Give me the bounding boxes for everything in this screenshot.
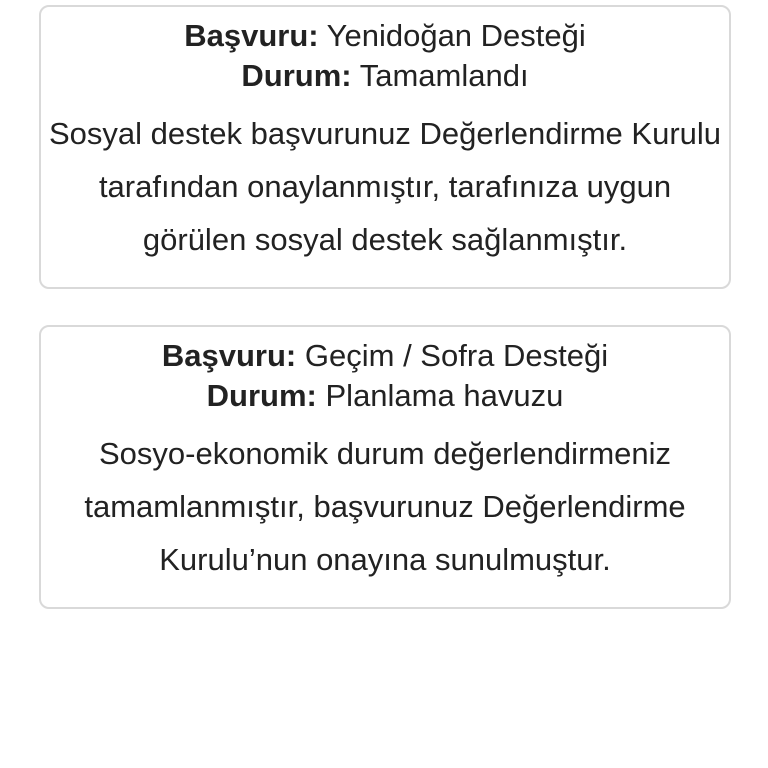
- status-value: Planlama havuzu: [325, 378, 564, 413]
- application-card: [39, 325, 731, 609]
- status-row: [41, 56, 729, 96]
- application-card: [39, 5, 731, 289]
- status-label: Durum:: [241, 58, 352, 93]
- application-value: Geçim / Sofra Desteği: [304, 338, 609, 373]
- status-row: [41, 376, 729, 416]
- status-description: Sosyo-ekonomik durum değerlendirmeniz tamamlanmıştır, başvurunuz Değerlendirme Kurulu’nun onayına sunulmuştur.: [84, 436, 686, 577]
- application-value: Yenidoğan Desteği: [326, 18, 586, 53]
- application-label: Başvuru:: [184, 18, 319, 53]
- application-row: [41, 336, 729, 376]
- application-row: [41, 16, 729, 56]
- status-value: Tamamlandı: [359, 58, 529, 93]
- status-label: Durum:: [206, 378, 317, 413]
- application-label: Başvuru:: [161, 338, 297, 373]
- status-description: Sosyal destek başvurunuz Değerlendirme Kurulu tarafından onaylanmıştır, tarafınıza uygun görülen sosyal destek sağlanmıştır.: [48, 116, 722, 257]
